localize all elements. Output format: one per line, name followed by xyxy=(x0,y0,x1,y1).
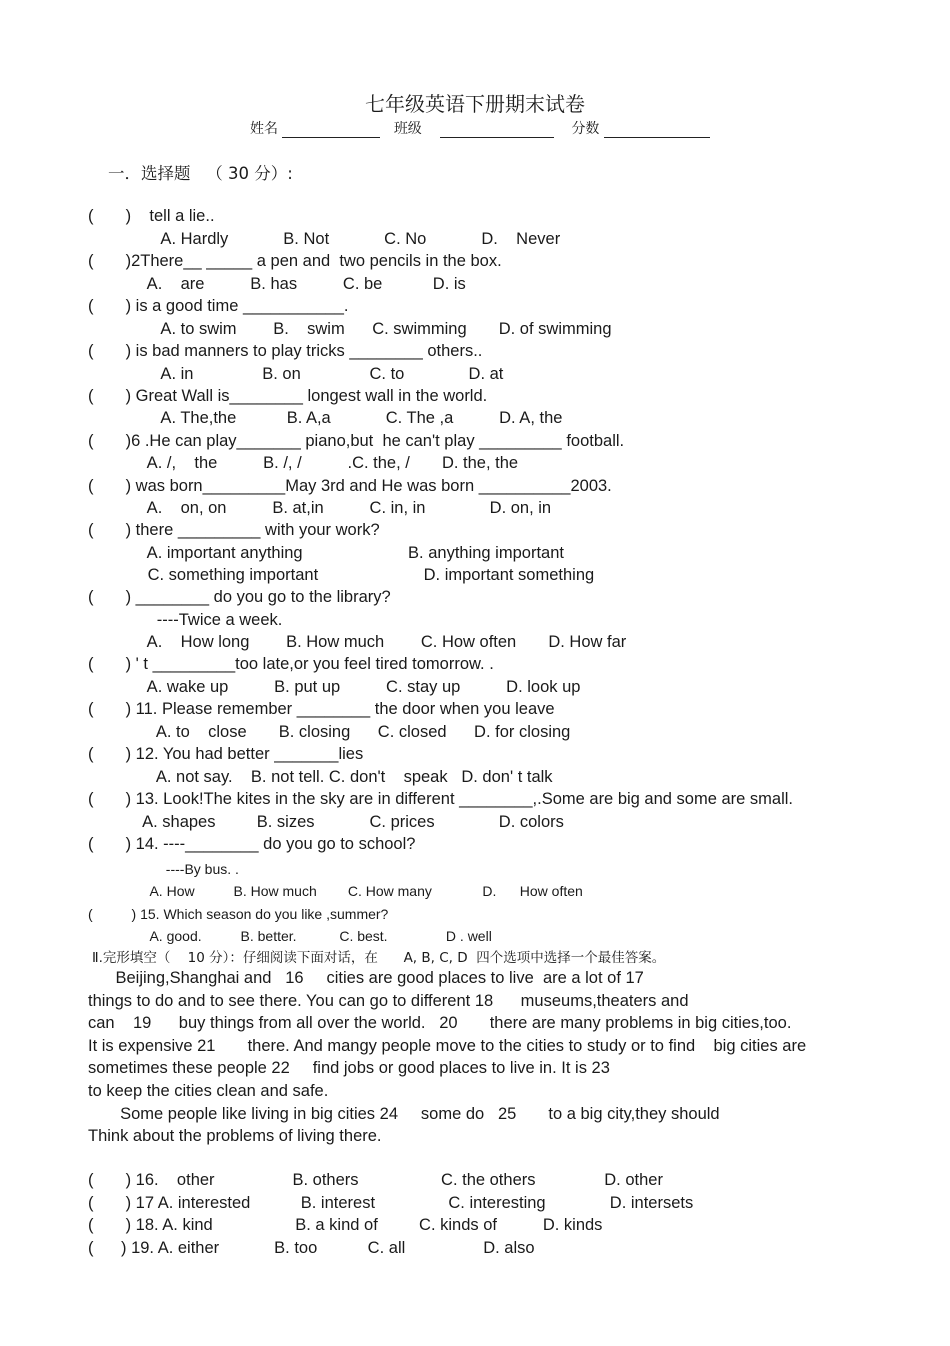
passage-line: It is expensive 21 there. And mangy people move to the cities to study or to find big cities are xyxy=(88,1037,807,1055)
question-line: ( ) Great Wall is________ longest wall in the world. xyxy=(88,387,488,405)
question-line: ( ) 13. Look!The kites in the sky are in different ________,.Some are big and some are small. xyxy=(88,790,793,808)
question-line: ( ) was born_________May 3rd and He was born __________2003. xyxy=(88,477,612,495)
question-line: A. /, the B. /, / .C. the, / D. the, the xyxy=(88,454,519,472)
question-line: A. How long B. How much C. How often D. How far xyxy=(88,633,627,651)
passage-line: can 19 buy things from all over the world. 20 there are many problems in big cities,too. xyxy=(88,1014,792,1032)
passage-line: to keep the cities clean and safe. xyxy=(88,1082,329,1100)
question-line-small: A. How B. How much C. How many D. How often xyxy=(88,883,583,899)
question-line: ( ) is bad manners to play tricks ________ others.. xyxy=(88,342,483,360)
section2-heading: Ⅱ.完形填空（ 10 分）：仔细阅读下面对话，在 A, B, C, D 四个选项中选择一个最佳答案。 xyxy=(92,950,666,966)
option-line: ( ) 17 A. interested B. interest C. interesting D. intersets xyxy=(88,1194,694,1212)
question-line: A. The,the B. A,a C. The ,a D. A, the xyxy=(88,409,563,427)
passage-line: sometimes these people 22 find jobs or good places to live in. It is 23 xyxy=(88,1059,638,1077)
question-line: C. something important D. important something xyxy=(88,566,595,584)
score-blank xyxy=(604,123,710,138)
option-line: ( ) 19. A. either B. too C. all D. also xyxy=(88,1239,535,1257)
option-line: ( ) 16. other B. others C. the others D. other xyxy=(88,1171,663,1189)
question-line: ( ) ________ do you go to the library? xyxy=(88,588,391,606)
question-line: A. on, on B. at,in C. in, in D. on, in xyxy=(88,499,552,517)
class-blank xyxy=(440,123,554,138)
question-line-small: ----By bus. . xyxy=(88,861,239,877)
section1-heading: 一．选择题 （ 30 分）: xyxy=(108,164,293,183)
student-info-row xyxy=(250,118,710,138)
passage-line: Think about the problems of living there. xyxy=(88,1127,382,1145)
question-line: ( ) 11. Please remember ________ the door when you leave xyxy=(88,700,555,718)
question-line: ( )6 .He can play_______ piano,but he can't play _________ football. xyxy=(88,432,625,450)
name-blank xyxy=(282,123,380,138)
option-line: ( ) 18. A. kind B. a kind of C. kinds of D. kinds xyxy=(88,1216,603,1234)
question-line: ( ) there _________ with your work? xyxy=(88,521,380,539)
question-line: A. in B. on C. to D. at xyxy=(88,365,504,383)
passage-line: Beijing,Shanghai and 16 cities are good places to live are a lot of 17 xyxy=(88,969,667,987)
question-line: A. Hardly B. Not C. No D. Never xyxy=(88,230,561,248)
question-line-small: ( ) 15. Which season do you like ,summer? xyxy=(88,906,389,922)
question-line-small: A. good. B. better. C. best. D . well xyxy=(88,928,492,944)
page-title: 七年级英语下册期末试卷 xyxy=(365,92,585,116)
question-line: A. shapes B. sizes C. prices D. colors xyxy=(88,813,564,831)
question-line: ( ) is a good time ___________. xyxy=(88,297,349,315)
question-line: A. are B. has C. be D. is xyxy=(88,275,466,293)
question-line: A. wake up B. put up C. stay up D. look up xyxy=(88,678,581,696)
question-line: A. to close B. closing C. closed D. for closing xyxy=(88,723,571,741)
score-label: 分数 xyxy=(571,121,600,137)
question-line: ( ) 12. You had better _______lies xyxy=(88,745,364,763)
passage-line: Some people like living in big cities 24 some do 25 to a big city,they should xyxy=(88,1105,720,1123)
question-line: ----Twice a week. xyxy=(88,611,283,629)
question-line: ( ) tell a lie.. xyxy=(88,207,215,225)
passage-line: things to do and to see there. You can go to different 18 museums,theaters and xyxy=(88,992,689,1010)
question-line: A. not say. B. not tell. C. don't speak D. don' t talk xyxy=(88,768,553,786)
name-label: 姓名 xyxy=(250,121,278,137)
question-line: ( ) 14. ----________ do you go to school? xyxy=(88,835,416,853)
question-line: A. to swim B. swim C. swimming D. of swimming xyxy=(88,320,612,338)
question-line: ( )2There__ _____ a pen and two pencils in the box. xyxy=(88,252,502,270)
class-label: 班级 xyxy=(393,121,422,137)
question-line: ( ) ' t _________too late,or you feel tired tomorrow. . xyxy=(88,655,494,673)
question-line: A. important anything B. anything important xyxy=(88,544,564,562)
